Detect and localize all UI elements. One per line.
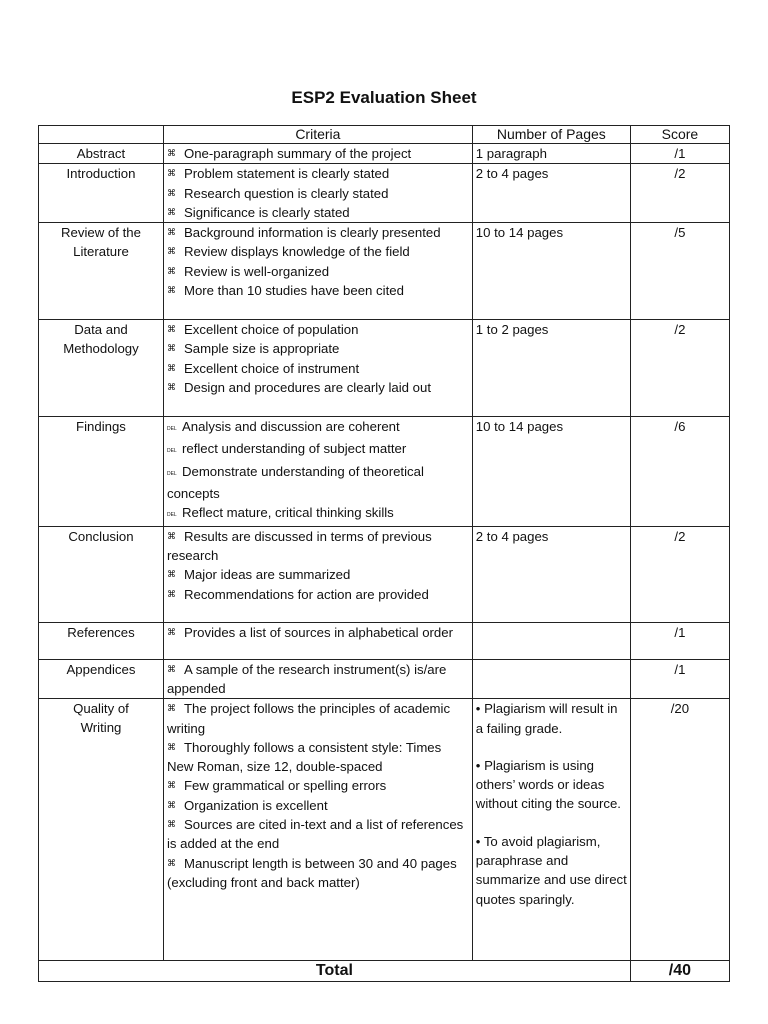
pages-cell — [472, 699, 630, 961]
criteria-text: Demonstrate understanding of theoretical concepts — [166, 463, 424, 502]
table-row — [39, 144, 730, 164]
section-name-line: Review of the — [61, 225, 141, 241]
section-name — [39, 622, 164, 659]
section-name-line: References — [67, 624, 135, 640]
table-body — [39, 144, 730, 961]
square-bullet-icon: ⌘ — [166, 741, 176, 752]
criteria-text: One-paragraph summary of the project — [183, 146, 412, 161]
page-count: 2 to 4 pages — [475, 528, 549, 544]
square-bullet-icon: ⌘ — [166, 626, 176, 637]
criteria-text: Excellent choice of population — [183, 322, 359, 338]
score-cell: /2 — [630, 320, 729, 417]
section-name — [39, 659, 164, 699]
page-count: 1 paragraph — [475, 146, 547, 161]
table-row — [39, 526, 730, 622]
criteria-item — [167, 223, 469, 242]
score-cell: /6 — [630, 417, 729, 526]
criteria-item — [167, 339, 469, 358]
square-bullet-icon: ⌘ — [166, 382, 176, 393]
table-row — [39, 223, 730, 320]
criteria-text: Significance is clearly stated — [183, 204, 350, 220]
criteria-item — [167, 203, 469, 222]
criteria-item — [167, 565, 469, 584]
criteria-text: Design and procedures are clearly laid out — [183, 380, 432, 396]
table-row — [39, 659, 730, 699]
square-bullet-icon: ⌘ — [166, 362, 176, 373]
section-name — [39, 526, 164, 622]
square-bullet-icon: ⌘ — [166, 588, 176, 599]
criteria-text: Results are discussed in terms of previous research — [166, 528, 432, 563]
header-row — [39, 126, 730, 144]
criteria-item — [167, 184, 469, 203]
page-title: ESP2 Evaluation Sheet — [291, 88, 477, 107]
criteria-cell — [163, 699, 472, 961]
criteria-item — [167, 699, 469, 738]
pages-cell — [472, 622, 630, 659]
criteria-text: Recommendations for action are provided — [183, 586, 429, 602]
score-cell: /1 — [630, 659, 729, 699]
pages-cell — [472, 320, 630, 417]
criteria-item — [167, 262, 469, 281]
square-bullet-icon: ⌘ — [166, 285, 176, 296]
square-bullet-icon: ⌘ — [166, 343, 176, 354]
criteria-text: Organization is excellent — [183, 797, 328, 813]
page-count: 10 to 14 pages — [475, 419, 564, 435]
header-pages: Number of Pages — [472, 126, 630, 144]
pages-cell — [472, 223, 630, 320]
criteria-text: Research question is clearly stated — [183, 185, 389, 201]
score-cell: /1 — [630, 144, 729, 164]
section-name — [39, 699, 164, 961]
section-name-line: Abstract — [76, 146, 126, 161]
del-bullet-icon: DEL — [166, 512, 177, 519]
criteria-text: Major ideas are summarized — [183, 567, 351, 583]
section-name — [39, 320, 164, 417]
section-name-line: Appendices — [66, 661, 136, 677]
table-row — [39, 699, 730, 961]
square-bullet-icon: ⌘ — [166, 663, 176, 674]
square-bullet-icon: ⌘ — [166, 703, 176, 714]
criteria-text: The project follows the principles of academic writing — [166, 701, 451, 736]
page-count: 2 to 4 pages — [475, 166, 549, 182]
criteria-item — [167, 585, 469, 604]
criteria-item — [167, 527, 469, 566]
header-score: Score — [630, 126, 729, 144]
criteria-text: Thoroughly follows a consistent style: Times New Roman, size 12, double-spaced — [166, 739, 442, 775]
criteria-item — [167, 776, 469, 795]
criteria-item — [167, 796, 469, 815]
square-bullet-icon: ⌘ — [166, 206, 176, 217]
square-bullet-icon: ⌘ — [166, 530, 176, 541]
criteria-text: Few grammatical or spelling errors — [183, 778, 387, 794]
criteria-item — [167, 417, 469, 439]
criteria-item — [167, 623, 469, 642]
criteria-text: Sources are cited in-text and a list of references is added at the end — [166, 817, 464, 852]
section-name-line: Methodology — [63, 341, 139, 357]
criteria-cell — [163, 622, 472, 659]
criteria-cell — [163, 526, 472, 622]
square-bullet-icon: ⌘ — [166, 246, 176, 257]
criteria-cell — [163, 223, 472, 320]
total-row — [39, 961, 730, 982]
del-bullet-icon: DEL — [166, 448, 177, 455]
header-section — [39, 126, 164, 144]
square-bullet-icon: ⌘ — [166, 227, 176, 238]
table-row — [39, 417, 730, 526]
criteria-item — [167, 660, 469, 699]
plagiarism-note: • Plagiarism is using others’ words or ideas without citing the source. — [475, 757, 621, 812]
section-name-line: Introduction — [66, 166, 136, 182]
square-bullet-icon: ⌘ — [166, 857, 176, 868]
section-name — [39, 164, 164, 223]
criteria-item — [167, 164, 469, 183]
pages-cell — [472, 417, 630, 526]
criteria-text: Provides a list of sources in alphabetical order — [183, 624, 453, 640]
criteria-item — [167, 242, 469, 261]
header-criteria: Criteria — [163, 126, 472, 144]
section-name — [39, 223, 164, 320]
criteria-text: Background information is clearly presented — [183, 225, 441, 241]
del-bullet-icon: DEL — [166, 470, 177, 477]
evaluation-table — [38, 125, 730, 982]
square-bullet-icon: ⌘ — [166, 799, 176, 810]
score-cell: /5 — [630, 223, 729, 320]
criteria-item — [167, 378, 469, 397]
plagiarism-note: • To avoid plagiarism, paraphrase and summarize and use direct quotes sparingly. — [475, 833, 627, 907]
section-name-line: Quality of — [73, 701, 129, 717]
criteria-text: A sample of the research instrument(s) is/are appended — [166, 661, 447, 696]
square-bullet-icon: ⌘ — [166, 148, 176, 158]
section-name — [39, 144, 164, 164]
criteria-text: Reflect mature, critical thinking skills — [181, 505, 394, 521]
square-bullet-icon: ⌘ — [166, 819, 176, 830]
del-bullet-icon: DEL — [166, 426, 177, 433]
criteria-text: Review displays knowledge of the field — [183, 244, 410, 260]
criteria-text: More than 10 studies have been cited — [183, 283, 404, 299]
criteria-cell — [163, 320, 472, 417]
table-row — [39, 622, 730, 659]
criteria-text: reflect understanding of subject matter — [181, 441, 407, 457]
section-name-line: Literature — [73, 244, 129, 260]
pages-cell — [472, 164, 630, 223]
section-name-line: Writing — [80, 720, 122, 736]
table-row — [39, 164, 730, 223]
page-count: 1 to 2 pages — [475, 322, 549, 338]
criteria-item — [167, 359, 469, 378]
score-cell: /2 — [630, 164, 729, 223]
section-name-line: Data and — [74, 322, 128, 338]
criteria-item — [167, 144, 469, 163]
table-row — [39, 320, 730, 417]
score-cell: /2 — [630, 526, 729, 622]
section-name — [39, 417, 164, 526]
criteria-item — [167, 854, 469, 893]
page-count: 10 to 14 pages — [475, 225, 564, 241]
square-bullet-icon: ⌘ — [166, 569, 176, 580]
section-name-line: Conclusion — [68, 528, 134, 544]
pages-cell — [472, 659, 630, 699]
pages-cell — [472, 144, 630, 164]
pages-cell — [472, 526, 630, 622]
square-bullet-icon: ⌘ — [166, 324, 176, 335]
criteria-text: Sample size is appropriate — [183, 341, 340, 357]
criteria-text: Problem statement is clearly stated — [183, 166, 390, 182]
total-label: Total — [39, 961, 631, 982]
criteria-text: Analysis and discussion are coherent — [181, 419, 400, 435]
criteria-cell — [163, 164, 472, 223]
criteria-item — [167, 503, 469, 525]
plagiarism-note: • Plagiarism will result in a failing grade. — [475, 701, 618, 736]
criteria-cell — [163, 659, 472, 699]
score-cell: /1 — [630, 622, 729, 659]
score-cell: /20 — [630, 699, 729, 961]
square-bullet-icon: ⌘ — [166, 780, 176, 791]
criteria-text: Excellent choice of instrument — [183, 360, 360, 376]
square-bullet-icon: ⌘ — [166, 187, 176, 198]
square-bullet-icon: ⌘ — [166, 168, 176, 179]
criteria-item — [167, 439, 469, 461]
square-bullet-icon: ⌘ — [166, 265, 176, 276]
criteria-text: Manuscript length is between 30 and 40 pages (excluding front and back matter) — [166, 855, 457, 890]
criteria-text: Review is well-organized — [183, 263, 330, 279]
criteria-item — [167, 815, 469, 854]
criteria-cell — [163, 144, 472, 164]
total-score: /40 — [630, 961, 729, 982]
section-name-line: Findings — [76, 419, 126, 435]
criteria-item — [167, 281, 469, 300]
criteria-cell — [163, 417, 472, 526]
criteria-item — [167, 738, 469, 777]
criteria-item — [167, 462, 469, 504]
criteria-item — [167, 320, 469, 339]
